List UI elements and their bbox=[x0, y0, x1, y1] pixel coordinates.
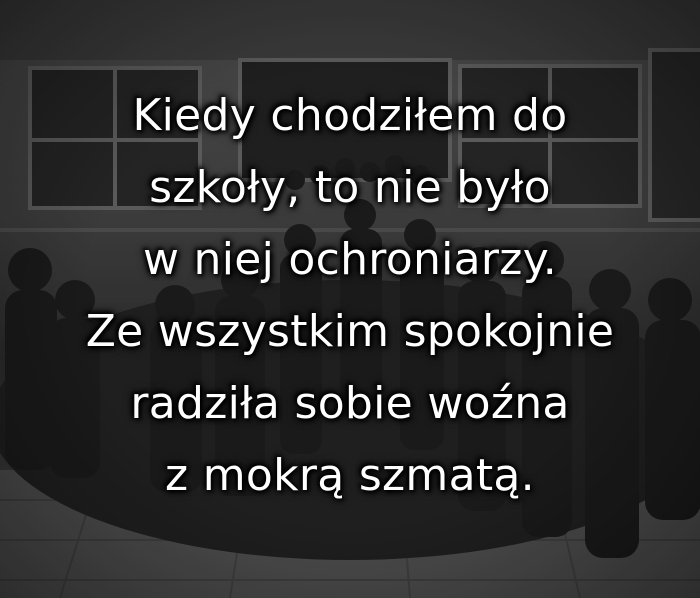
caption-line: radziła sobie woźna bbox=[130, 378, 570, 429]
caption-text bbox=[0, 80, 700, 512]
caption-line: szkoły, to nie było bbox=[149, 162, 551, 213]
caption-line: z mokrą szmatą. bbox=[165, 450, 535, 501]
caption-line: Ze wszystkim spokojnie bbox=[85, 306, 615, 357]
caption-line: w niej ochroniarzy. bbox=[142, 234, 558, 285]
caption-line: Kiedy chodziłem do bbox=[132, 90, 568, 141]
